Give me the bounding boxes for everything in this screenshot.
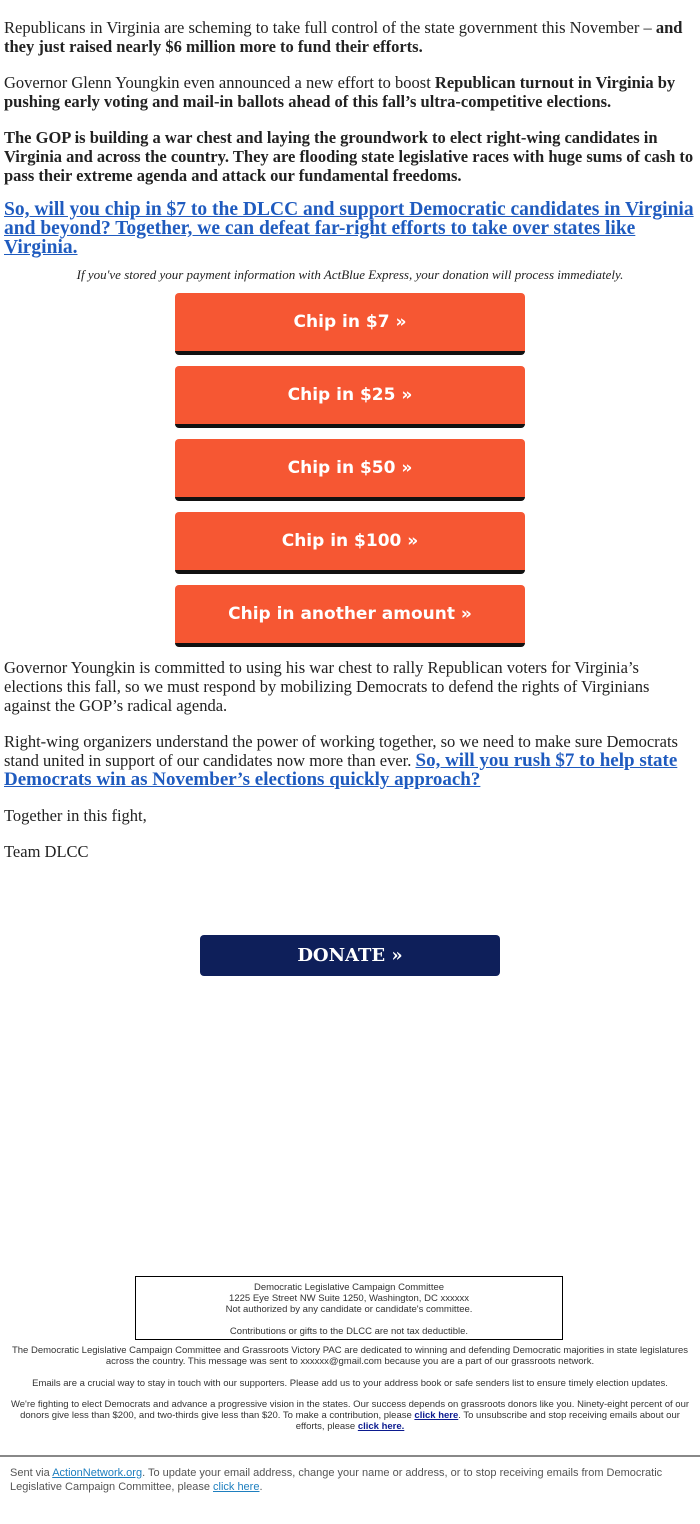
chip-in-25-button[interactable]: Chip in $25 » (175, 366, 525, 428)
sent-via-notice (10, 1466, 690, 1494)
disclaimer-box (135, 1276, 563, 1340)
intro-paragraph-3 (4, 128, 696, 185)
intro-bold-text: Republican turnout in Virginia by pushing early voting and mail-in ballots ahead of this fall’s ultra-competitive elections. (4, 73, 676, 111)
footer-paragraph-2: Emails are a crucial way to stay in touch with our supporters. Please add us to your address book or safe senders list to ensure timely election updates. (32, 1378, 668, 1389)
chip-in-100-button[interactable]: Chip in $100 » (175, 512, 525, 574)
sent-via-text: . To update your email address, change your name or address, or to stop receiving emails from Democratic Legislative Campaign Committee, please (10, 1467, 663, 1493)
signature: Team DLCC (4, 842, 89, 861)
chip-in-7-button[interactable]: Chip in $7 » (175, 293, 525, 355)
intro-text: Republicans in Virginia are scheming to take full control of the state government this November – (4, 18, 656, 37)
chip-button-list (4, 293, 696, 647)
sent-via-text: . (259, 1481, 263, 1493)
authorization-note: Not authorized by any candidate or candidate's committee. (225, 1304, 473, 1315)
intro-paragraph-2 (4, 73, 696, 111)
chip-in-cta-link[interactable]: So, will you chip in $7 to the DLCC and support Democratic candidates in Virginia and beyond? Together, we can defeat far-right efforts to take over states like Virginia. (4, 199, 694, 258)
contribute-link[interactable]: click here (414, 1410, 459, 1421)
signoff: Together in this fight, (4, 806, 147, 825)
tax-note: Contributions or gifts to the DLCC are not tax deductible. (229, 1326, 469, 1337)
footer-paragraph-1: The Democratic Legislative Campaign Committee and Grassroots Victory PAC are dedicated to winning and defending Democratic majorities in state legislatures across the country. This message was sent to xxxxxx@gmail.com because you are a part of our grassroots network. (11, 1345, 689, 1367)
unsubscribe-link[interactable]: click here. (357, 1421, 405, 1432)
footer-text: . To unsubscribe and stop receiving emails about our efforts, please (295, 1410, 680, 1432)
email-body (4, 18, 696, 878)
footer-divider (0, 1455, 700, 1457)
org-address: 1225 Eye Street NW Suite 1250, Washington, DC xxxxxx (229, 1293, 469, 1304)
donate-button[interactable]: DONATE » (200, 935, 500, 976)
update-preferences-link[interactable]: click here (213, 1481, 260, 1493)
footer-text: We're fighting to elect Democrats and advance a progressive vision in the states. Our success depends on grassroots donors like you. Ninety-eight percent of our donors give less than $200, and two-thirds give less than $20. To make a contribution, please (10, 1399, 690, 1421)
intro-bold-text: and they just raised nearly $6 million more to fund their efforts. (4, 18, 683, 56)
body-paragraph-2 (4, 732, 696, 789)
org-name: Democratic Legislative Campaign Committee (253, 1282, 445, 1293)
chip-in-50-button[interactable]: Chip in $50 » (175, 439, 525, 501)
intro-bold-text: The GOP is building a war chest and laying the groundwork to elect right-wing candidates in Virginia and across the country. They are flooding state legislative races with huge sums of cash to pass their extreme agenda and attack our fundamental freedoms. (4, 128, 694, 185)
body-text: Right-wing organizers understand the power of working together, so we need to make sure Democrats stand united in support of our candidates now more than ever. (4, 732, 678, 770)
intro-paragraph-1 (4, 18, 696, 56)
actblue-express-note: If you've stored your payment information with ActBlue Express, your donation will process immediately. (76, 267, 624, 282)
footer-paragraph-3 (10, 1399, 690, 1432)
rush-donation-link[interactable]: So, will you rush $7 to help state Democrats win as November’s elections quickly approach? (4, 750, 678, 790)
intro-text: Governor Glenn Youngkin even announced a new effort to boost (4, 73, 435, 92)
chip-in-other-amount-button[interactable]: Chip in another amount » (175, 585, 525, 647)
actionnetwork-link[interactable]: ActionNetwork.org (52, 1467, 143, 1479)
sent-via-text: Sent via (10, 1467, 53, 1479)
body-paragraph-1: Governor Youngkin is committed to using his war chest to rally Republican voters for Virginia’s elections this fall, so we must respond by mobilizing Democrats to defend the rights of Virginians against the GOP’s radical agenda. (4, 658, 650, 715)
